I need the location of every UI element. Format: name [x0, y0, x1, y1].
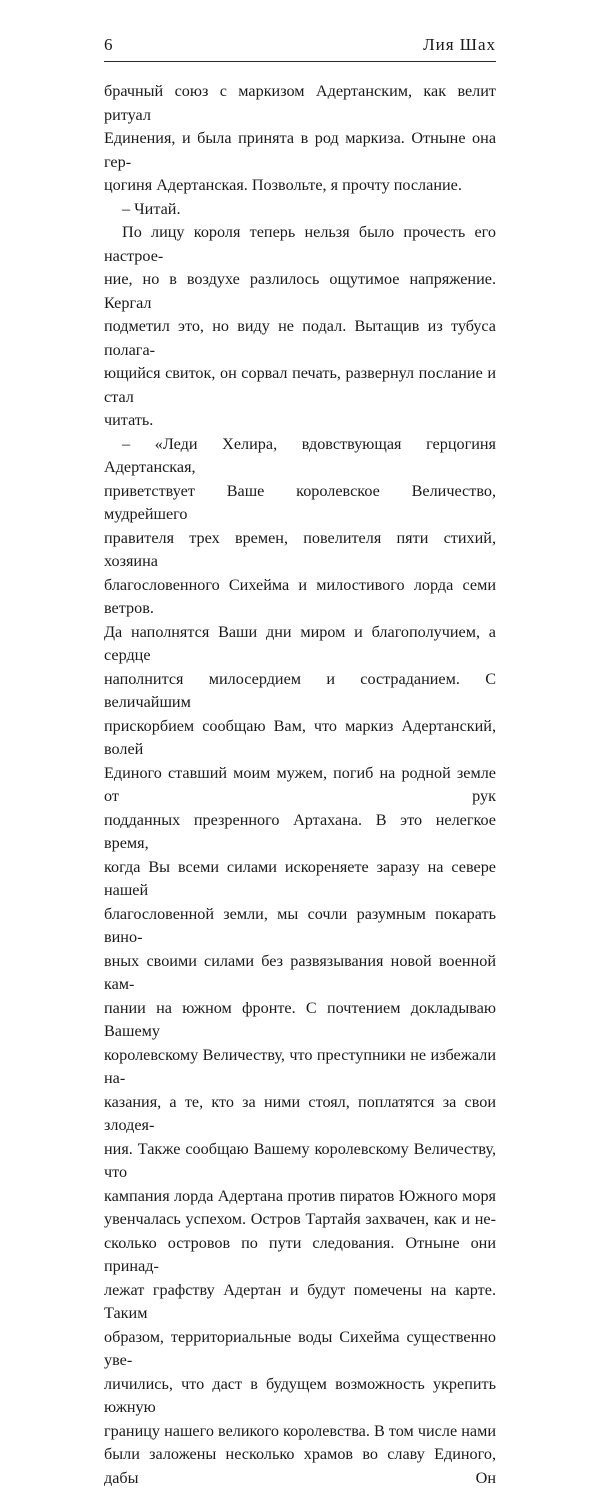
text-line: брачный союз с маркизом Адертанским, как велит ритуал — [104, 82, 496, 124]
text-line: подданных презренного Артахана. В это нелегкое время, — [104, 810, 496, 852]
text-line: когда Вы всеми силами искореняете заразу на севере нашей — [104, 857, 496, 899]
text-line: королевскому Величеству, что преступники не избежали на- — [104, 1045, 496, 1087]
text-line: По лицу короля теперь нельзя было прочесть его настрое- — [104, 223, 496, 265]
text-line: ния. Также сообщаю Вашему королевскому Величеству, что — [104, 1139, 496, 1181]
text-line: лежат графству Адертан и будут помечены на карте. Таким — [104, 1280, 496, 1322]
text-line: – «Леди Хелира, вдовствующая герцогиня Адертанская, — [104, 434, 496, 476]
text-line: увенчалась успехом. Остров Тартайя захвачен, как и не- — [104, 1210, 496, 1228]
text-line: кампания лорда Адертана против пиратов Южного моря — [104, 1186, 496, 1205]
text-line: образом, территориальные воды Сихейма существенно уве- — [104, 1327, 496, 1369]
text-line: подметил это, но виду не подал. Вытащив из тубуса полага- — [104, 317, 496, 359]
text-line: казания, а те, кто за ними стоял, поплатятся за свои злодея- — [104, 1092, 496, 1134]
text-line: благословенной земли, мы сочли разумным покарать вино- — [104, 904, 496, 946]
text-line: прискорбием сообщаю Вам, что маркиз Адертанский, волей — [104, 716, 496, 758]
text-line: ние, но в воздухе разлилось ощутимое напряжение. Кергал — [104, 270, 496, 312]
text-line: Единого ставший моим мужем, погиб на родной земле от рук — [104, 763, 496, 805]
text-line: ющийся свиток, он сорвал печать, развернул послание и стал — [104, 364, 496, 406]
text-line: – Читай. — [122, 199, 181, 218]
text-line: приветствует Ваше королевское Величество, мудрейшего — [104, 481, 496, 523]
text-line: границу нашего великого королевства. В том числе нами — [104, 1421, 496, 1440]
text-line: правителя трех времен, повелителя пяти стихий, хозяина — [104, 528, 496, 570]
text-line: читать. — [104, 411, 154, 429]
running-header — [104, 34, 496, 62]
text-line: благословенного Сихейма и милостивого лорда семи ветров. — [104, 575, 496, 617]
running-head-author: Лия Шах — [423, 35, 496, 54]
text-line: личились, что даст в будущем возможность укрепить южную — [104, 1374, 496, 1416]
text-line: Да наполнятся Ваши дни миром и благополучием, а сердце — [104, 622, 496, 664]
text-line: пании на южном фронте. С почтением докладываю Вашему — [104, 998, 496, 1040]
text-line: сколько островов по пути следования. Отныне они принад- — [104, 1233, 496, 1275]
text-line: были заложены несколько храмов во славу Единого, дабы Он — [104, 1445, 496, 1487]
page-number: 6 — [104, 35, 113, 54]
body-text — [104, 80, 496, 1490]
text-line: Единения, и была принята в род маркиза. Отныне она гер- — [104, 129, 496, 171]
text-line: цогиня Адертанская. Позвольте, я прочту послание. — [104, 176, 462, 194]
text-line: вных своими силами без развязывания новой военной кам- — [104, 951, 496, 993]
text-line: наполнится милосердием и состраданием. С величайшим — [104, 669, 496, 711]
